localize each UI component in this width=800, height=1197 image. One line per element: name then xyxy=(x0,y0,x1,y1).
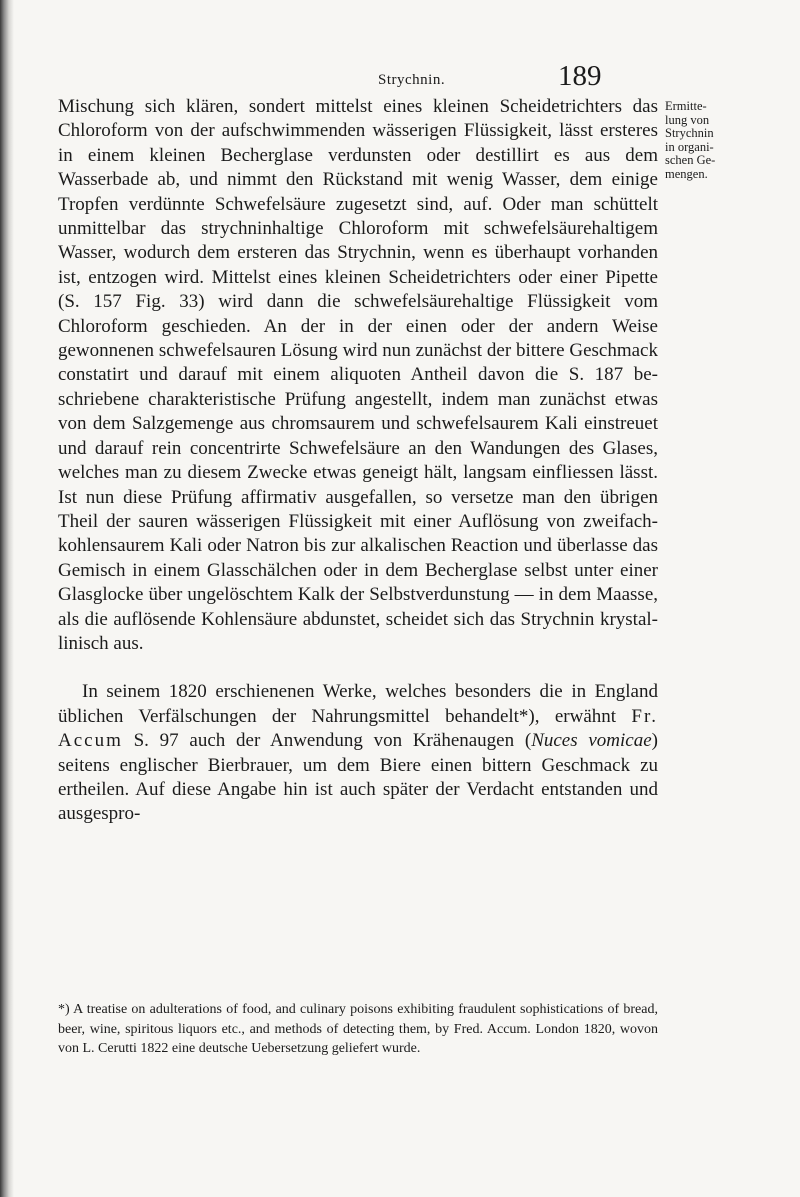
marginal-note-line: in organi- xyxy=(665,139,714,154)
marginal-note xyxy=(665,100,795,181)
latin-term: Nuces vomicae xyxy=(531,730,652,752)
paragraph-2 xyxy=(58,680,658,826)
paragraph-2-part-3: ) seitens englischer Bierbrauer, um dem Biere einen bittern Geschmack zu ertheilen. Auf diese Angabe hin ist auch später der Verdacht entstanden und ausgespro- xyxy=(58,730,658,825)
marginal-note-line: schen Ge- xyxy=(665,153,716,167)
marginal-note-line: mengen. xyxy=(665,166,708,181)
footnote xyxy=(58,1000,658,1059)
page-header xyxy=(0,58,800,98)
running-head: Strychnin. xyxy=(378,72,446,88)
paragraph-2-part-1: In seinem 1820 erschienenen Werke, welches besonders die in England üblichen Verfälschungen der Nahrungsmittel behandelt*), erwähnt xyxy=(58,681,658,727)
footnote-text: A treatise on adulterations of food, and culinary poisons exhibiting fraudulent sophistications of bread, beer, wine, spiritous liquors etc., and methods of detecting them, by Fred. Accum. London 1820, wovon von L. Cerutti 1822 eine deutsche Uebersetzung geliefert wurde. xyxy=(58,1002,658,1056)
footnote-marker: *) xyxy=(58,1002,70,1017)
marginal-note-line: lung von xyxy=(665,112,710,127)
page-number: 189 xyxy=(558,60,602,92)
page-edge-shadow xyxy=(0,0,14,1197)
marginal-note-line: Strychnin xyxy=(665,126,714,140)
paragraph-1: Mischung sich klären, sondert mittelst eines kleinen Scheidetrichters das Chloroform von der aufschwimmenden wässerigen Flüssigkeit, lässt ersteres in einem kleinen Becherglase verdunsten oder destillirt es aus dem Wasserbade ab, und nimmt den Rückstand mit wenig Wasser, dem einige Tropfen verdünnte Schwefelsäure zugesetzt sind, auf. Oder man schüttelt unmittelbar das strychninhaltige Chloroform mit schwefelsäurehaltigem Wasser, wodurch dem ersteren das Strychnin, wenn es überhaupt vorhanden ist, entzogen wird. Mittelst eines kleinen Scheidetrichters oder einer Pipette (S. 157 Fig. 33) wird dann die schwefelsäurehaltige Flüssigkeit vom Chloroform geschieden. An der in der einen oder der andern Weise gewonnenen schwefelsauren Lösung wird nun zunächst der bittere Geschmack constatirt und darauf mit einem aliquoten Antheil davon die S. 187 beschriebene charakteristische Prüfung angestellt, indem man zunächst etwas von dem Salzgemenge aus chromsaurem und schwefelsaurem Kali einstreuet und darauf rein concentrirte Schwefelsäure an den Wandungen des Glases, welches man zu diesem Zwecke etwas geneigt hält, langsam einfliessen lässt. Ist nun diese Prüfung affirmativ ausgefallen, so versetze man den übrigen Theil der sauren wässerigen Flüssigkeit mit einer Auflösung von zweifach-kohlensaurem Kali oder Natron bis zur alkalischen Reaction und überlasse das Gemisch in einem Glasschälchen oder in dem Becherglase selbst unter einer Glasglocke über ungelöschtem Kalk der Selbstverdunstung — in dem Maasse, als die auflösende Kohlensäure abdunstet, scheidet sich das Strychnin krystallinisch aus. xyxy=(58,96,658,654)
marginal-note-line: Ermitte- xyxy=(665,99,707,113)
paragraph-2-part-2: S. 97 auch der Anwendung von Krähenaugen ( xyxy=(122,730,532,752)
author-name: Fr. Accum xyxy=(58,705,658,752)
body-text xyxy=(58,95,658,827)
